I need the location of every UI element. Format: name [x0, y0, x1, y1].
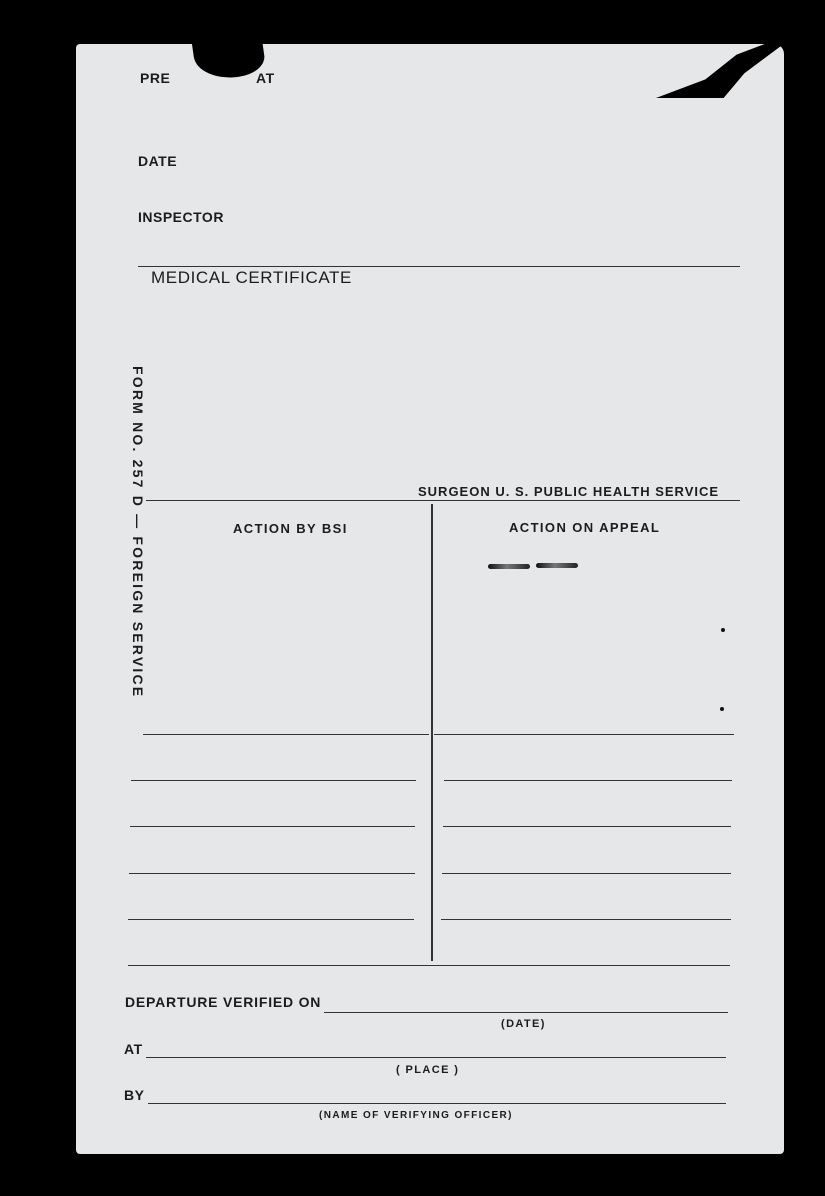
ink-smudge-2	[536, 563, 578, 568]
bsi-entry-line	[130, 826, 415, 827]
date-caption: (DATE)	[501, 1018, 546, 1030]
appeal-entry-line	[443, 826, 731, 827]
surgeon-label: SURGEON U. S. PUBLIC HEALTH SERVICE	[418, 484, 720, 499]
header-fragment-at: AT	[256, 70, 275, 86]
place-caption: ( PLACE )	[396, 1064, 460, 1076]
action-bsi-label: ACTION BY BSI	[233, 521, 348, 536]
appeal-entry-line	[444, 780, 732, 781]
by-label: BY	[124, 1087, 145, 1103]
officer-caption: (NAME OF VERIFYING OFFICER)	[319, 1110, 513, 1121]
at-label: AT	[124, 1041, 143, 1057]
appeal-entry-line	[434, 734, 734, 735]
header-divider	[138, 266, 740, 267]
page-title: MEDICAL CERTIFICATE	[151, 268, 352, 287]
ink-speck-2	[720, 707, 724, 711]
appeal-entry-line	[442, 873, 731, 874]
departure-date-line	[324, 1012, 728, 1013]
header-fragment: PRE	[140, 70, 171, 86]
ink-speck-1	[721, 628, 725, 632]
officer-line	[148, 1103, 726, 1104]
departure-label: DEPARTURE VERIFIED ON	[125, 994, 322, 1010]
column-divider	[431, 504, 433, 961]
bsi-entry-line	[131, 780, 416, 781]
inspector-label: INSPECTOR	[138, 209, 224, 225]
action-appeal-label: ACTION ON APPEAL	[509, 520, 661, 535]
torn-corner-right	[656, 36, 786, 98]
section-bottom-line	[128, 965, 730, 966]
place-line	[146, 1057, 726, 1058]
ink-smudge-1	[488, 564, 530, 569]
surgeon-signature-line	[146, 500, 740, 501]
bsi-entry-line	[129, 873, 415, 874]
form-card	[76, 44, 784, 1154]
bsi-entry-line	[143, 734, 429, 735]
appeal-entry-line	[441, 919, 731, 920]
form-number-side-text: FORM NO. 257 D — FOREIGN SERVICE	[130, 366, 146, 699]
bsi-entry-line	[128, 919, 414, 920]
date-label: DATE	[138, 153, 178, 169]
